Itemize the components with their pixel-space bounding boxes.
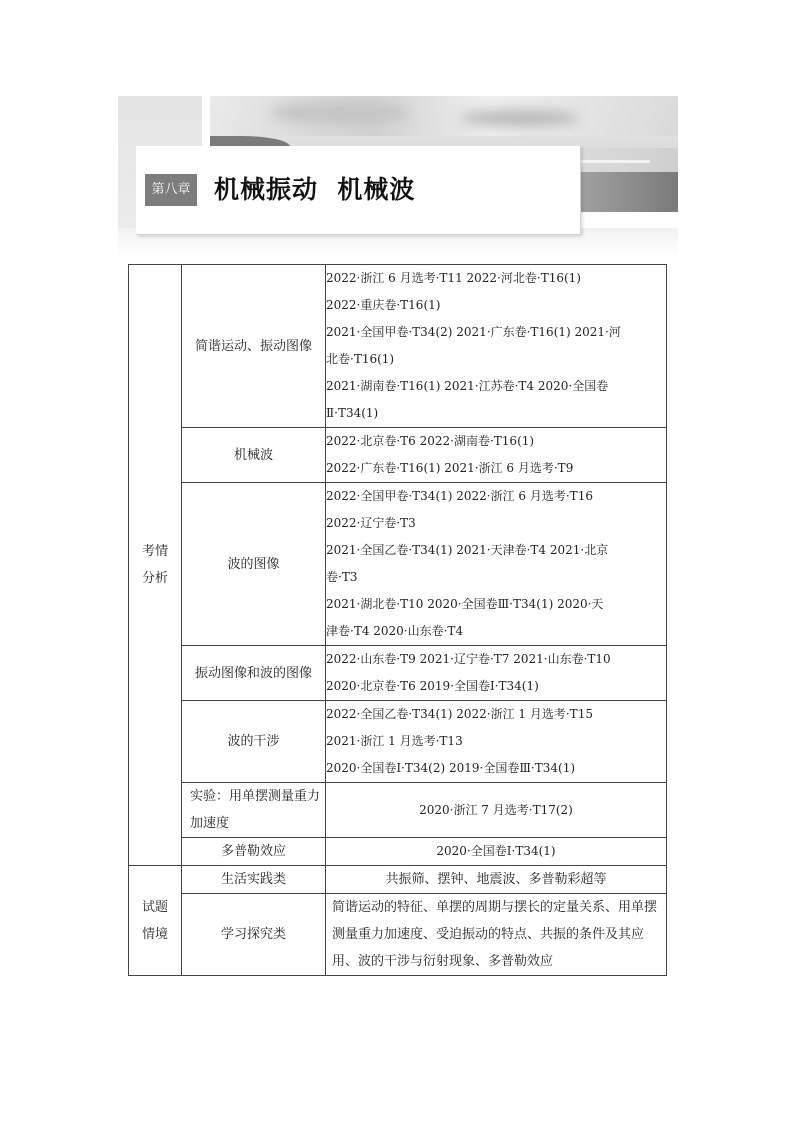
ref-line: 2021·浙江 1 月选考·T13: [326, 734, 463, 748]
ref-line: 2021·湖南卷·T16(1) 2021·江苏卷·T4 2020·全国卷: [326, 379, 609, 393]
ref-line: 2020·全国卷Ⅰ·T34(1): [436, 844, 556, 858]
section-label-line: 考情: [141, 544, 168, 559]
ref-line: 北卷·T16(1): [326, 352, 395, 366]
chapter-title: 机械振动 机械波: [214, 175, 416, 204]
table-row: [129, 838, 667, 866]
exam-analysis-table: [128, 264, 667, 976]
table-row: [129, 866, 667, 894]
section-label-line: 情境: [141, 926, 168, 942]
ref-line: 2022·浙江 6 月选考·T11 2022·河北卷·T16(1): [326, 271, 581, 285]
ref-line: 2022·广东卷·T16(1) 2021·浙江 6 月选考·T9: [326, 461, 574, 475]
refs-cell: [326, 646, 667, 701]
refs-cell: [326, 701, 667, 783]
ref-line: 2022·北京卷·T6 2022·湖南卷·T16(1): [326, 434, 535, 448]
topic-cell: 学习探究类: [182, 894, 326, 976]
topic-cell: 生活实践类: [182, 866, 326, 894]
chapter-banner: [118, 96, 678, 256]
ref-line: 2022·全国乙卷·T34(1) 2022·浙江 1 月选考·T15: [326, 707, 593, 721]
section-exam-analysis: [129, 265, 182, 866]
ref-line: 2021·湖北卷·T10 2020·全国卷Ⅲ·T34(1) 2020·天: [326, 597, 604, 611]
table-row: [129, 783, 667, 838]
ref-line: 2021·全国乙卷·T34(1) 2021·天津卷·T4 2021·北京: [326, 543, 609, 557]
table-row: [129, 265, 667, 428]
topic-cell: 波的干涉: [182, 701, 326, 783]
ref-line: 津卷·T4 2020·山东卷·T4: [326, 624, 464, 638]
context-cell: [326, 894, 667, 976]
topic-cell: 振动图像和波的图像: [182, 646, 326, 701]
ref-line: 2020·全国卷Ⅰ·T34(2) 2019·全国卷Ⅲ·T34(1): [326, 761, 576, 775]
ref-line: 2020·北京卷·T6 2019·全国卷Ⅰ·T34(1): [326, 679, 539, 693]
ref-line: 2020·浙江 7 月选考·T17(2): [419, 802, 573, 817]
table-row: [129, 428, 667, 483]
refs-cell: [326, 428, 667, 483]
refs-cell: [326, 265, 667, 428]
context-cell: [326, 866, 667, 894]
ref-line: 卷·T3: [326, 570, 358, 584]
ref-line: Ⅱ·T34(1): [326, 406, 379, 420]
topic-cell: 波的图像: [182, 483, 326, 646]
table-row: [129, 894, 667, 976]
topic-cell: 简谐运动、振动图像: [182, 265, 326, 428]
context-text: 共振筛、摆钟、地震波、多普勒彩超等: [385, 872, 607, 887]
context-text: 简谐运动的特征、单摆的周期与摆长的定量关系、用单摆测量重力加速度、受迫振动的特点、共振的条件及其应用、波的干涉与衍射现象、多普勒效应: [332, 900, 658, 969]
table-row: [129, 483, 667, 646]
section-label-line: 试题: [141, 899, 168, 915]
ref-line: 2022·全国甲卷·T34(1) 2022·浙江 6 月选考·T16: [326, 489, 593, 503]
ref-line: 2022·重庆卷·T16(1): [326, 298, 441, 312]
topic-cell: 实验：用单摆测量重力加速度: [182, 783, 326, 838]
ref-line: 2022·辽宁卷·T3: [326, 516, 416, 530]
section-label-line: 分析: [141, 571, 168, 586]
chapter-badge: 第八章: [145, 174, 197, 206]
topic-cell: 多普勒效应: [182, 838, 326, 866]
section-question-context: [129, 866, 182, 976]
refs-cell: [326, 483, 667, 646]
table-row: [129, 701, 667, 783]
ref-line: 2021·全国甲卷·T34(2) 2021·广东卷·T16(1) 2021·河: [326, 325, 621, 339]
chapter-title-card: [136, 146, 581, 235]
refs-cell: [326, 783, 667, 838]
table-row: [129, 646, 667, 701]
topic-cell: 机械波: [182, 428, 326, 483]
ref-line: 2022·山东卷·T9 2021·辽宁卷·T7 2021·山东卷·T10: [326, 652, 611, 666]
refs-cell: [326, 838, 667, 866]
